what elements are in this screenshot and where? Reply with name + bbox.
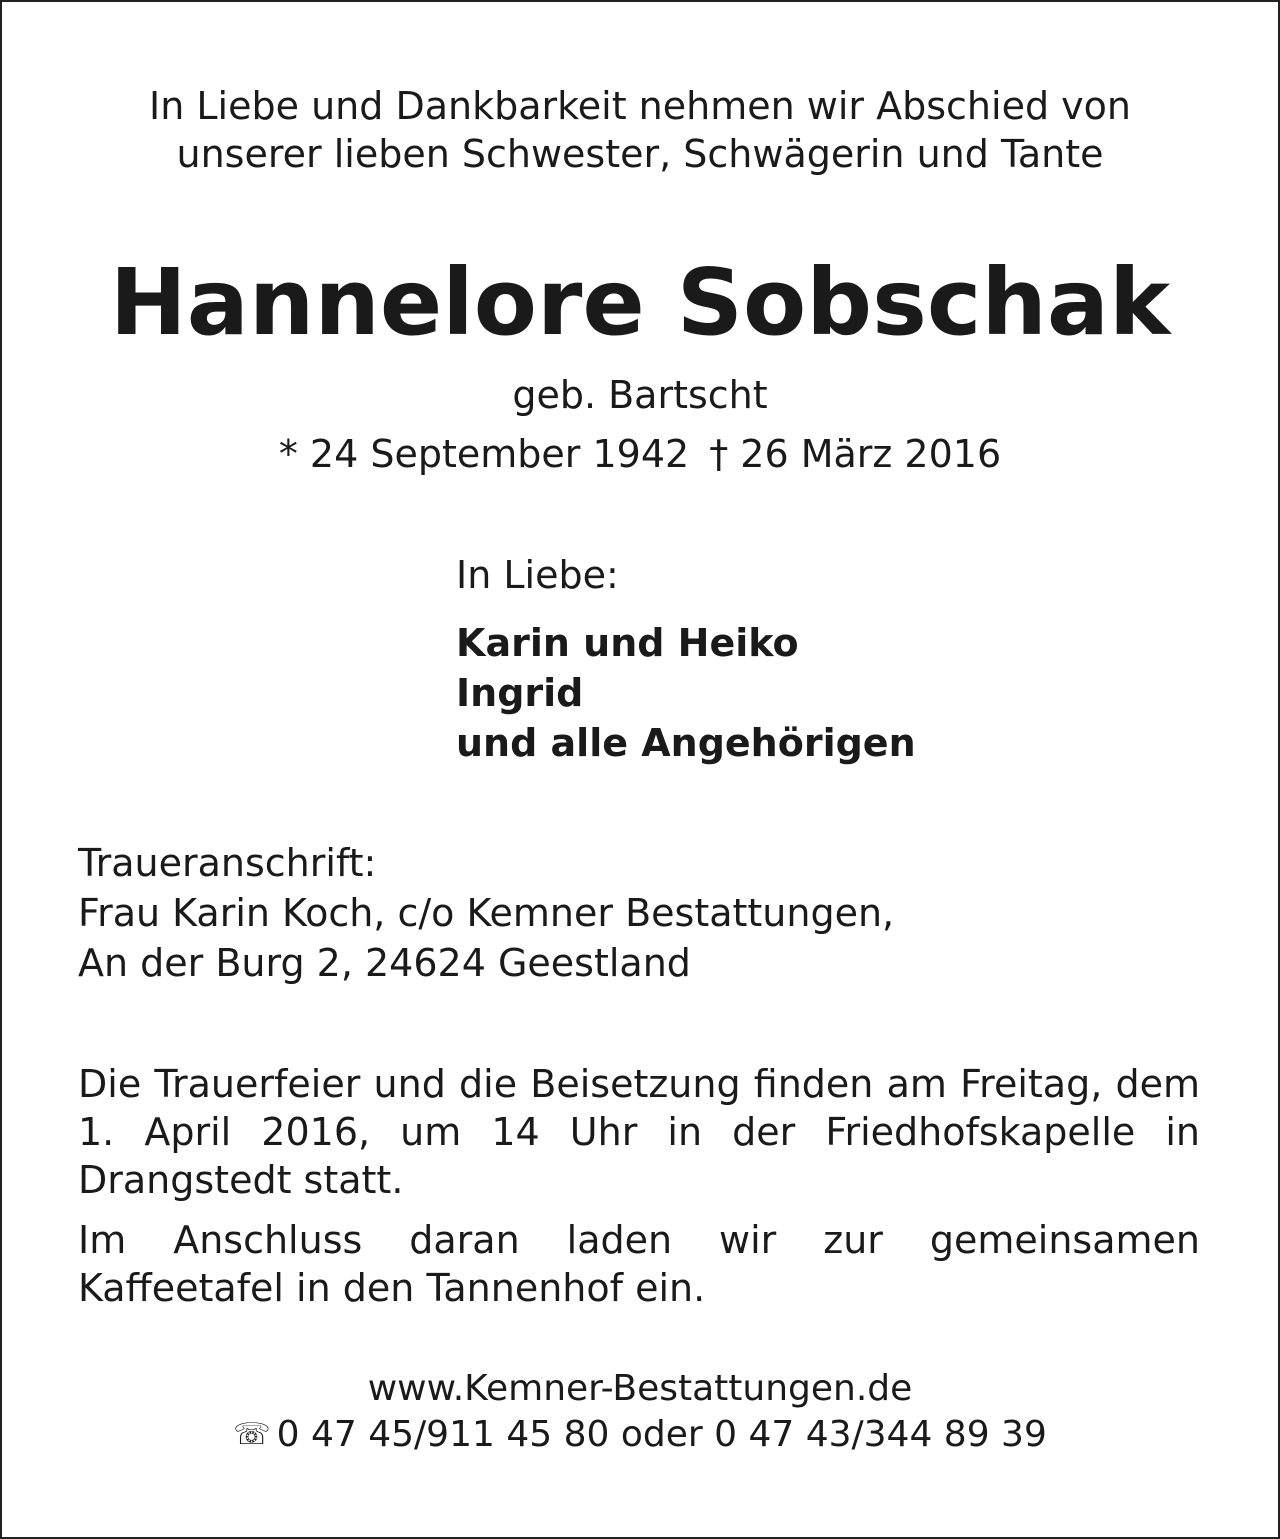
intro-line-1: In Liebe und Dankbarkeit nehmen wir Abschied von xyxy=(149,84,1131,128)
intro-text xyxy=(0,82,1280,178)
reception-paragraph: Im Anschluss daran laden wir zur gemeinsamen Kaffeetafel in den Tannenhof ein. xyxy=(78,1218,1200,1310)
phone-icon: ☏ xyxy=(233,1417,271,1452)
maiden-name: geb. Bartscht xyxy=(512,373,768,417)
birth-date: * 24 September 1942 xyxy=(278,432,690,476)
address-line-2: An der Burg 2, 24624 Geestland xyxy=(78,941,691,985)
website-link[interactable]: www.Kemner-Bestattungen.de xyxy=(367,1368,913,1409)
mourner-name: und alle Angehörigen xyxy=(456,721,916,765)
mourning-address xyxy=(78,838,894,988)
deceased-name: Hannelore Sobschak xyxy=(109,249,1171,356)
mourner-name: Ingrid xyxy=(456,671,584,715)
ceremony-paragraph: Die Trauerfeier und die Beisetzung finden am Freitag, dem 1. April 2016, um 14 Uhr in der Friedhofskapelle in Drangstedt statt. xyxy=(78,1062,1200,1202)
ceremony-info xyxy=(78,1060,1200,1312)
intro-line-2: unserer lieben Schwester, Schwägerin und Tante xyxy=(176,132,1104,176)
address-line-1: Frau Karin Koch, c/o Kemner Bestattungen, xyxy=(78,891,895,935)
funeral-home-contact xyxy=(0,1366,1280,1458)
life-dates xyxy=(0,428,1280,480)
phone-numbers: 0 47 45/911 45 80 oder 0 47 43/344 89 39 xyxy=(276,1414,1047,1455)
phone-line xyxy=(0,1412,1280,1458)
mourners-heading: In Liebe: xyxy=(456,553,619,597)
mourner-name: Karin und Heiko xyxy=(456,621,799,665)
mourners-list xyxy=(456,618,916,768)
death-date: † 26 März 2016 xyxy=(709,432,1002,476)
address-heading: Traueranschrift: xyxy=(78,841,377,885)
